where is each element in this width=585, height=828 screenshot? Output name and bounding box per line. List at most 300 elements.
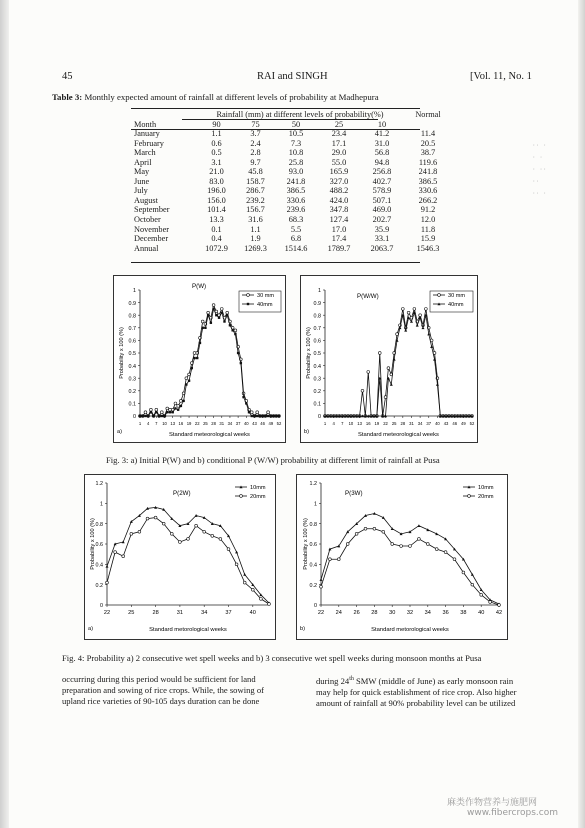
body-line: during 24th SMW (middle of June) as early monsoon rain <box>316 675 514 686</box>
data-point <box>226 311 229 314</box>
value-cell: 13.3 <box>209 215 224 225</box>
data-point <box>413 308 416 311</box>
value-cell: 127.4 <box>329 215 349 225</box>
y-tick-label: 0.4 <box>313 363 321 370</box>
value-cell: 386.5 <box>286 186 306 196</box>
month-cell: April <box>134 157 152 167</box>
y-tick-label: 0.4 <box>309 562 317 569</box>
y-tick-label: 0.9 <box>313 300 321 307</box>
y-tick-label: 0.7 <box>128 326 136 332</box>
data-point <box>242 396 244 398</box>
table-row <box>131 139 453 149</box>
y-tick-label: 0.4 <box>95 562 103 569</box>
chart-title: P(2W) <box>173 490 191 497</box>
watermark-url: www.fibercrops.com <box>467 808 558 818</box>
fig3-caption: Fig. 3: a) Initial P(W) and b) conditional P (W/W) probability at different limit of rainfall at Pusa <box>106 455 440 465</box>
value-cell: 0.6 <box>211 138 222 148</box>
value-cell: 1546.3 <box>416 243 440 253</box>
x-tick-label: 49 <box>461 421 466 426</box>
x-tick-label: 49 <box>268 421 274 426</box>
data-point <box>373 527 376 530</box>
value-cell: 386.5 <box>418 176 438 186</box>
scan-border-right <box>578 0 585 828</box>
data-point <box>142 415 144 417</box>
data-point <box>177 409 179 411</box>
x-tick-label: 43 <box>443 421 449 426</box>
data-point <box>146 517 149 520</box>
y-tick-label: 0 <box>318 414 321 421</box>
data-point <box>400 545 403 548</box>
data-point <box>226 314 228 316</box>
value-cell: 239.6 <box>286 205 306 215</box>
x-tick-label: 22 <box>383 421 388 426</box>
value-cell: 1269.3 <box>244 243 267 253</box>
fig3a-panel <box>113 275 286 443</box>
data-point <box>172 411 174 413</box>
x-tick-label: 10 <box>162 421 167 426</box>
y-axis-label: Probability x 100 (%) <box>119 327 125 379</box>
value-cell: 10.5 <box>288 129 304 139</box>
data-point <box>401 308 404 311</box>
data-point <box>195 524 198 527</box>
data-point <box>267 415 269 417</box>
data-point <box>201 320 204 323</box>
y-tick-label: 0.1 <box>128 401 136 408</box>
data-point <box>251 588 254 591</box>
value-cell: 1514.6 <box>284 243 308 253</box>
data-point <box>180 405 182 407</box>
y-tick-label: 0.9 <box>128 300 136 307</box>
table-row <box>131 205 453 215</box>
data-point <box>237 352 239 354</box>
y-tick-label: 0 <box>133 414 136 421</box>
value-cell: 0.5 <box>211 148 222 158</box>
value-cell: 402.7 <box>372 176 392 186</box>
level-header: 10 <box>377 119 387 129</box>
x-tick-label: 22 <box>103 610 111 616</box>
data-point <box>170 532 173 535</box>
x-tick-label: 16 <box>365 421 371 426</box>
legend-label: 20mm <box>250 494 266 500</box>
data-point <box>223 320 225 322</box>
running-head-authors: RAI and SINGH <box>257 71 328 82</box>
value-cell: 10.8 <box>288 148 304 158</box>
value-cell: 2063.7 <box>370 243 394 253</box>
x-tick-label: 28 <box>211 421 216 426</box>
x-tick-label: 30 <box>389 610 396 616</box>
month-cell: Annual <box>134 243 159 253</box>
body-text-right <box>316 674 516 709</box>
data-point <box>162 522 165 525</box>
table-row <box>131 225 453 235</box>
series-line <box>325 313 472 416</box>
x-tick-label: 13 <box>170 421 176 426</box>
data-point <box>248 411 250 413</box>
month-cell: February <box>134 138 164 148</box>
value-cell: 94.8 <box>374 157 390 167</box>
data-point <box>207 314 209 316</box>
data-point <box>147 415 149 417</box>
y-tick-label: 0.8 <box>128 313 136 320</box>
x-axis-label: Standard metorological weeks <box>149 627 227 633</box>
data-point <box>378 352 381 355</box>
data-point <box>337 558 340 561</box>
data-point <box>480 593 483 596</box>
legend-label: 30 mm <box>448 293 466 299</box>
data-point <box>268 603 271 606</box>
data-point <box>185 383 187 385</box>
x-tick-label: 32 <box>406 610 414 616</box>
x-tick-label: 25 <box>203 421 208 426</box>
data-point <box>278 415 280 417</box>
data-point <box>203 530 206 533</box>
body-text-left <box>62 674 264 707</box>
value-cell: 33.1 <box>374 234 390 244</box>
month-cell: October <box>134 215 161 225</box>
value-cell: 31.6 <box>248 215 263 225</box>
data-point <box>130 532 133 535</box>
x-tick-label: 16 <box>178 421 184 426</box>
data-point <box>489 601 492 604</box>
x-tick-label: 7 <box>155 421 158 426</box>
value-cell: 330.6 <box>418 186 438 196</box>
y-tick-label: 0.6 <box>313 338 321 345</box>
x-tick-label: 28 <box>152 610 159 616</box>
table-row <box>131 215 453 225</box>
data-point <box>416 324 419 327</box>
body-line: preparation and sowing of rice crops. While, the sowing of <box>62 685 264 695</box>
data-point <box>409 545 412 548</box>
value-cell: 3.1 <box>211 157 222 167</box>
value-cell: 3.7 <box>250 129 261 139</box>
y-tick-label: 0.6 <box>95 542 103 549</box>
table-caption-label: Table 3: <box>52 92 83 102</box>
data-point <box>240 362 242 364</box>
value-cell: 17.1 <box>331 138 347 148</box>
data-point <box>270 415 272 417</box>
data-point <box>355 532 358 535</box>
value-cell: 17.4 <box>331 234 347 244</box>
x-tick-label: 40 <box>243 421 249 426</box>
value-cell: 12.0 <box>420 215 436 225</box>
level-header: 90 <box>212 119 221 129</box>
page-number: 45 <box>62 71 73 82</box>
fig4-caption: Fig. 4: Probability a) 2 consecutive wet spell weeks and b) 3 consecutive wet spell weeks during monsoon months at Pusa <box>62 653 482 663</box>
month-header: Month <box>134 119 157 129</box>
value-cell: 241.8 <box>418 167 438 177</box>
y-tick-label: 0.2 <box>95 582 103 589</box>
x-tick-label: 25 <box>391 421 397 426</box>
value-cell: 93.0 <box>288 167 304 177</box>
series-line <box>107 518 269 604</box>
data-point <box>426 543 429 546</box>
value-cell: 9.7 <box>250 157 261 167</box>
value-cell: 91.2 <box>420 205 436 215</box>
y-tick-label: 0 <box>100 603 103 610</box>
data-point <box>387 367 390 370</box>
data-point <box>211 534 214 537</box>
data-point <box>390 383 393 386</box>
data-point <box>367 371 370 374</box>
x-axis-label: Standard meteorological weeks <box>358 432 439 438</box>
fig4b-chart <box>297 475 507 639</box>
y-tick-label: 0.8 <box>309 521 317 528</box>
x-tick-label: 25 <box>128 610 135 616</box>
y-tick-label: 0.2 <box>128 389 136 395</box>
x-tick-label: 46 <box>452 421 458 426</box>
data-point <box>218 317 220 319</box>
value-cell: 6.8 <box>290 234 302 244</box>
data-point <box>235 563 238 566</box>
body-line: may help for quick establishment of rice crop. Also higher <box>316 686 517 697</box>
value-cell: 578.9 <box>372 186 392 196</box>
table-row <box>131 234 453 244</box>
value-cell: 101.4 <box>207 205 226 215</box>
series-line <box>140 309 279 416</box>
data-point <box>191 367 193 369</box>
x-axis-label: Standard metorological weeks <box>371 627 449 633</box>
value-cell: 1789.7 <box>327 243 351 253</box>
data-point <box>364 527 367 530</box>
data-point <box>193 357 195 359</box>
value-cell: 5.5 <box>290 224 302 234</box>
group-header: Rainfall (mm) at different levels of probability(%) <box>216 110 384 119</box>
legend-label: 40mm <box>448 302 464 308</box>
data-point <box>188 380 190 382</box>
data-point <box>204 327 206 329</box>
table-top-rule <box>131 108 420 109</box>
x-tick-label: 37 <box>225 610 232 616</box>
x-tick-label: 42 <box>495 610 503 616</box>
value-cell: 2.4 <box>250 138 261 148</box>
data-point <box>267 411 270 414</box>
table-row <box>131 158 453 168</box>
y-tick-label: 0.6 <box>309 542 317 549</box>
running-head-volume: [Vol. 11, No. 1 <box>470 71 532 82</box>
y-tick-label: 0.5 <box>313 351 321 358</box>
x-tick-label: 34 <box>417 421 423 426</box>
data-point <box>210 322 212 324</box>
body-line: occurring during this period would be sufficient for land <box>62 674 256 684</box>
data-point <box>150 408 153 411</box>
legend-label: 40mm <box>257 302 273 308</box>
data-point <box>215 314 217 316</box>
x-tick-label: 19 <box>374 421 380 426</box>
value-cell: 347.8 <box>329 205 349 215</box>
data-point <box>199 342 201 344</box>
data-point <box>174 402 177 405</box>
value-cell: 38.7 <box>420 148 436 158</box>
legend-marker <box>468 495 471 498</box>
data-point <box>182 400 184 402</box>
panel-label: b) <box>304 429 309 435</box>
x-tick-label: 38 <box>460 610 467 616</box>
data-point <box>122 555 125 558</box>
x-tick-label: 7 <box>341 421 344 426</box>
data-point <box>144 411 147 414</box>
data-point <box>166 411 168 413</box>
data-point <box>160 411 163 414</box>
value-cell: 11.4 <box>420 129 436 139</box>
x-tick-label: 28 <box>400 421 406 426</box>
value-cell: 1072.9 <box>205 243 228 253</box>
data-point <box>259 415 261 417</box>
data-point <box>227 548 230 551</box>
x-tick-label: 4 <box>147 421 150 426</box>
data-point <box>444 551 447 554</box>
legend-marker <box>247 294 250 297</box>
value-cell: 31.0 <box>374 138 390 148</box>
y-tick-label: 1.2 <box>309 481 317 488</box>
x-tick-label: 1 <box>138 421 142 426</box>
fig3b-panel <box>300 275 478 443</box>
body-line: amount of rainfall at 90% probability level can be utilized <box>316 697 516 708</box>
y-tick-label: 1 <box>314 501 317 508</box>
value-cell: 0.1 <box>211 224 222 234</box>
data-point <box>138 530 141 533</box>
data-point <box>253 415 255 417</box>
month-cell: July <box>134 186 148 196</box>
x-tick-label: 28 <box>371 610 378 616</box>
panel-label: a) <box>117 429 122 435</box>
value-cell: 25.8 <box>288 157 304 167</box>
x-tick-label: 19 <box>186 421 192 426</box>
value-cell: 20.5 <box>420 138 436 148</box>
y-axis-label: Probability x 100 (%) <box>306 327 312 379</box>
data-point <box>155 408 158 411</box>
panel-label: b) <box>300 626 305 632</box>
value-cell: 1.1 <box>250 224 261 234</box>
data-point <box>407 311 410 314</box>
x-tick-label: 36 <box>442 610 449 616</box>
data-point <box>329 558 332 561</box>
legend-label: 10mm <box>250 485 266 491</box>
x-tick-label: 34 <box>227 421 233 426</box>
value-cell: 15.9 <box>420 234 436 244</box>
value-cell: 7.3 <box>290 138 302 148</box>
value-cell: 2.8 <box>250 148 261 158</box>
value-cell: 17.0 <box>331 224 347 234</box>
value-cell: 41.2 <box>374 129 390 139</box>
y-tick-label: 0.3 <box>128 376 136 383</box>
value-cell: 68.3 <box>288 215 304 225</box>
data-point <box>154 516 157 519</box>
data-point <box>264 415 266 417</box>
x-tick-label: 46 <box>260 421 265 426</box>
data-point <box>424 308 427 311</box>
data-point <box>231 329 233 331</box>
level-header: 75 <box>251 119 260 129</box>
value-cell: 23.4 <box>331 129 347 139</box>
value-cell: 488.2 <box>329 186 349 196</box>
y-tick-label: 1 <box>133 288 136 295</box>
series-line <box>140 305 279 416</box>
data-point <box>346 543 349 546</box>
data-point <box>163 415 165 417</box>
data-point <box>212 308 214 310</box>
y-tick-label: 1 <box>100 501 103 508</box>
value-cell: 158.7 <box>246 176 265 186</box>
y-tick-label: 0.2 <box>313 389 321 395</box>
table-row <box>131 244 453 254</box>
value-cell: 241.8 <box>286 176 306 186</box>
value-cell: 327.0 <box>329 176 349 186</box>
data-point <box>418 538 421 541</box>
legend-marker <box>240 495 243 498</box>
level-header: 25 <box>334 119 344 129</box>
data-point <box>245 402 247 404</box>
table-row <box>131 167 453 177</box>
y-tick-label: 0.2 <box>309 582 317 589</box>
y-axis-label: Probability x 100 (%) <box>303 518 309 570</box>
x-tick-label: 52 <box>469 421 475 426</box>
data-point <box>114 551 117 554</box>
value-cell: 286.7 <box>246 186 265 196</box>
data-point <box>187 538 190 541</box>
data-point <box>462 571 465 574</box>
y-axis-label: Probability x 100 (%) <box>90 518 96 570</box>
x-tick-label: 40 <box>435 421 440 426</box>
data-point <box>106 581 109 584</box>
data-point <box>260 598 263 601</box>
level-header: 50 <box>291 119 301 129</box>
watermark-cn: 麻类作物营养与施肥网 <box>447 798 538 808</box>
x-tick-label: 31 <box>176 610 184 616</box>
y-tick-label: 0.5 <box>128 351 136 358</box>
fig4a-panel <box>84 474 276 640</box>
data-point <box>161 415 163 417</box>
table-caption-text: Monthly expected amount of rainfall at different levels of probability at Madhepura <box>84 92 379 102</box>
x-tick-label: 40 <box>478 610 485 616</box>
data-point <box>361 389 364 392</box>
value-cell: 424.0 <box>329 195 349 205</box>
data-point <box>272 415 274 417</box>
data-point <box>169 411 171 413</box>
table-bottom-rule <box>131 262 420 263</box>
scan-noise: ·· · · · · ·· ·· ·· · <box>532 142 547 197</box>
value-cell: 29.0 <box>331 148 347 158</box>
data-point <box>139 415 141 417</box>
month-cell: January <box>134 129 160 139</box>
x-tick-label: 31 <box>219 421 225 426</box>
value-cell: 56.8 <box>374 148 390 158</box>
data-point <box>155 411 157 413</box>
x-tick-label: 37 <box>426 421 432 426</box>
fig3a-chart <box>114 276 285 442</box>
data-point <box>174 407 176 409</box>
data-point <box>256 411 259 414</box>
y-tick-label: 0.7 <box>313 326 321 332</box>
data-point <box>193 352 196 355</box>
month-cell: March <box>134 148 156 158</box>
y-tick-label: 0.4 <box>128 363 136 370</box>
data-point <box>166 407 169 410</box>
data-point <box>453 558 456 561</box>
value-cell: 45.8 <box>248 167 263 177</box>
value-cell: 239.2 <box>246 195 265 205</box>
month-cell: June <box>134 176 150 186</box>
data-point <box>422 326 425 329</box>
legend-label: 30 mm <box>257 293 275 299</box>
value-cell: 202.7 <box>372 215 392 225</box>
data-point <box>212 304 215 307</box>
x-tick-label: 4 <box>332 421 335 426</box>
series-line <box>321 529 499 605</box>
data-point <box>243 573 246 576</box>
legend-label: 10mm <box>478 485 494 491</box>
month-cell: November <box>134 224 170 234</box>
body-line: upland rice varieties of 90-105 days duration can be done <box>62 696 260 706</box>
